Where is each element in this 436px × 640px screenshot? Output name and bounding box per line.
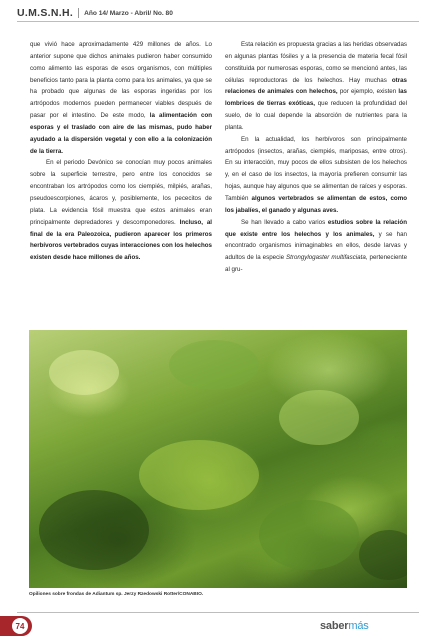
fern-photo xyxy=(29,330,407,588)
bold-text: Incluso, al final de la era Paleozoica, pudieron aparecer los primeros herbívoros vertebrados cuyas interacciones con los helechos existen desde hace millones de años. xyxy=(30,218,212,262)
page-header xyxy=(17,4,419,20)
bold-text: estudios sobre la relación que existe entre los helechos y los animales, xyxy=(225,218,407,238)
right-paragraph-3 xyxy=(225,217,407,276)
text-span: y se han encontrado organismos inimaginables en ellos, desde larvas y adultos de la especie xyxy=(225,230,407,262)
leaf-highlight xyxy=(139,440,259,510)
left-column xyxy=(30,39,212,264)
leaf-highlight xyxy=(169,340,259,390)
right-column xyxy=(225,39,407,276)
header-rule xyxy=(17,21,419,22)
left-paragraph-1 xyxy=(30,39,212,157)
leaf-highlight xyxy=(279,390,359,445)
right-paragraph-2 xyxy=(225,134,407,217)
left-paragraph-2 xyxy=(30,157,212,264)
brand-title: U.M.S.N.H. xyxy=(17,7,74,19)
text-span: que reducen la profundidad del suelo, de lo cual depende la absorción de nutrientes para la planta. xyxy=(225,100,407,131)
leaf-highlight xyxy=(49,350,119,395)
footer-rule xyxy=(17,612,419,613)
italic-text: Strongylogaster multifasciata xyxy=(286,254,366,262)
text-span: En la actualidad, los herbívoros son principalmente artrópodos (insectos, arañas, ciempiés, mariposas, entre otros). En su interacción, muy pocos de ellos subsisten de los helechos y, en el caso de los insectos, la mayoría prefieren consumir las hojas, aunque hay algunos que se alimentan de raíces y esporas. También xyxy=(225,135,407,202)
right-paragraph-1 xyxy=(225,39,407,134)
bold-text: las lombrices de tierras exóticas, xyxy=(225,88,407,108)
shadow-area xyxy=(39,490,149,570)
header-divider xyxy=(78,8,79,18)
photo-caption: Opiliones sobre frondas de Adiantum sp. Jerzy Rzedowski Rotter/CONABIO. xyxy=(29,592,204,597)
issue-info: Año 14/ Marzo - Abril/ No. 80 xyxy=(84,10,173,17)
text-span: por ejemplo, existen xyxy=(337,88,399,96)
shadow-area xyxy=(359,530,407,580)
text-span: que vivió hace aproximadamente 429 millones de años. Lo anterior supone que dichos animales pudieron haber consumido como alimento las esporas de esos organismos, con múltiples beneficios tanto para la planta como para los animales, ya que se ha probado que algunas de las esporas ingeridas por los artrópodos modernos pueden permanecer viables después de pasar por el intestino. De este modo, xyxy=(30,41,212,120)
logo-accent: más xyxy=(348,620,369,632)
logo-main: saber xyxy=(320,620,349,632)
page-number: 74 xyxy=(12,618,28,634)
text-span: En el periodo Devónico se conocían muy pocos animales sobre la superficie terrestre, pero entre los conocidos se encontraban los artrópodos como los ciempiés, milpiés, arañas, pseudoescorpiones, ácaros y, posiblemente, los pececitos de plata. La evidencia fósil muestra que estos animales eran principalmente depredadores y descomponedores. xyxy=(30,159,212,226)
text-span: Se han llevado a cabo varios xyxy=(241,218,328,226)
bold-text: otras relaciones de animales con helechos, xyxy=(225,76,407,96)
bold-text: la alimentación con esporas y el traslado con aire de las mismas, pudo haber ayudado a la dispersión vegetal y con ello a la colonización de la tierra. xyxy=(30,112,213,155)
bold-text: algunos vertebrados se alimentan de estos, como los jabalíes, el ganado y algunas aves. xyxy=(225,194,407,214)
text-span: Esta relación es propuesta gracias a las heridas observadas en algunas plantas fósiles y a la presencia de materia fecal fósil constituida por numerosas esporas, como se mencionó antes, las células reproductoras de los helechos. Hay muchas xyxy=(225,41,407,84)
leaf-highlight xyxy=(259,500,359,570)
page-badge xyxy=(0,616,32,636)
logo-text xyxy=(320,620,369,632)
sabermas-logo xyxy=(320,617,369,635)
text-span: , perteneciente al gru- xyxy=(225,254,408,274)
